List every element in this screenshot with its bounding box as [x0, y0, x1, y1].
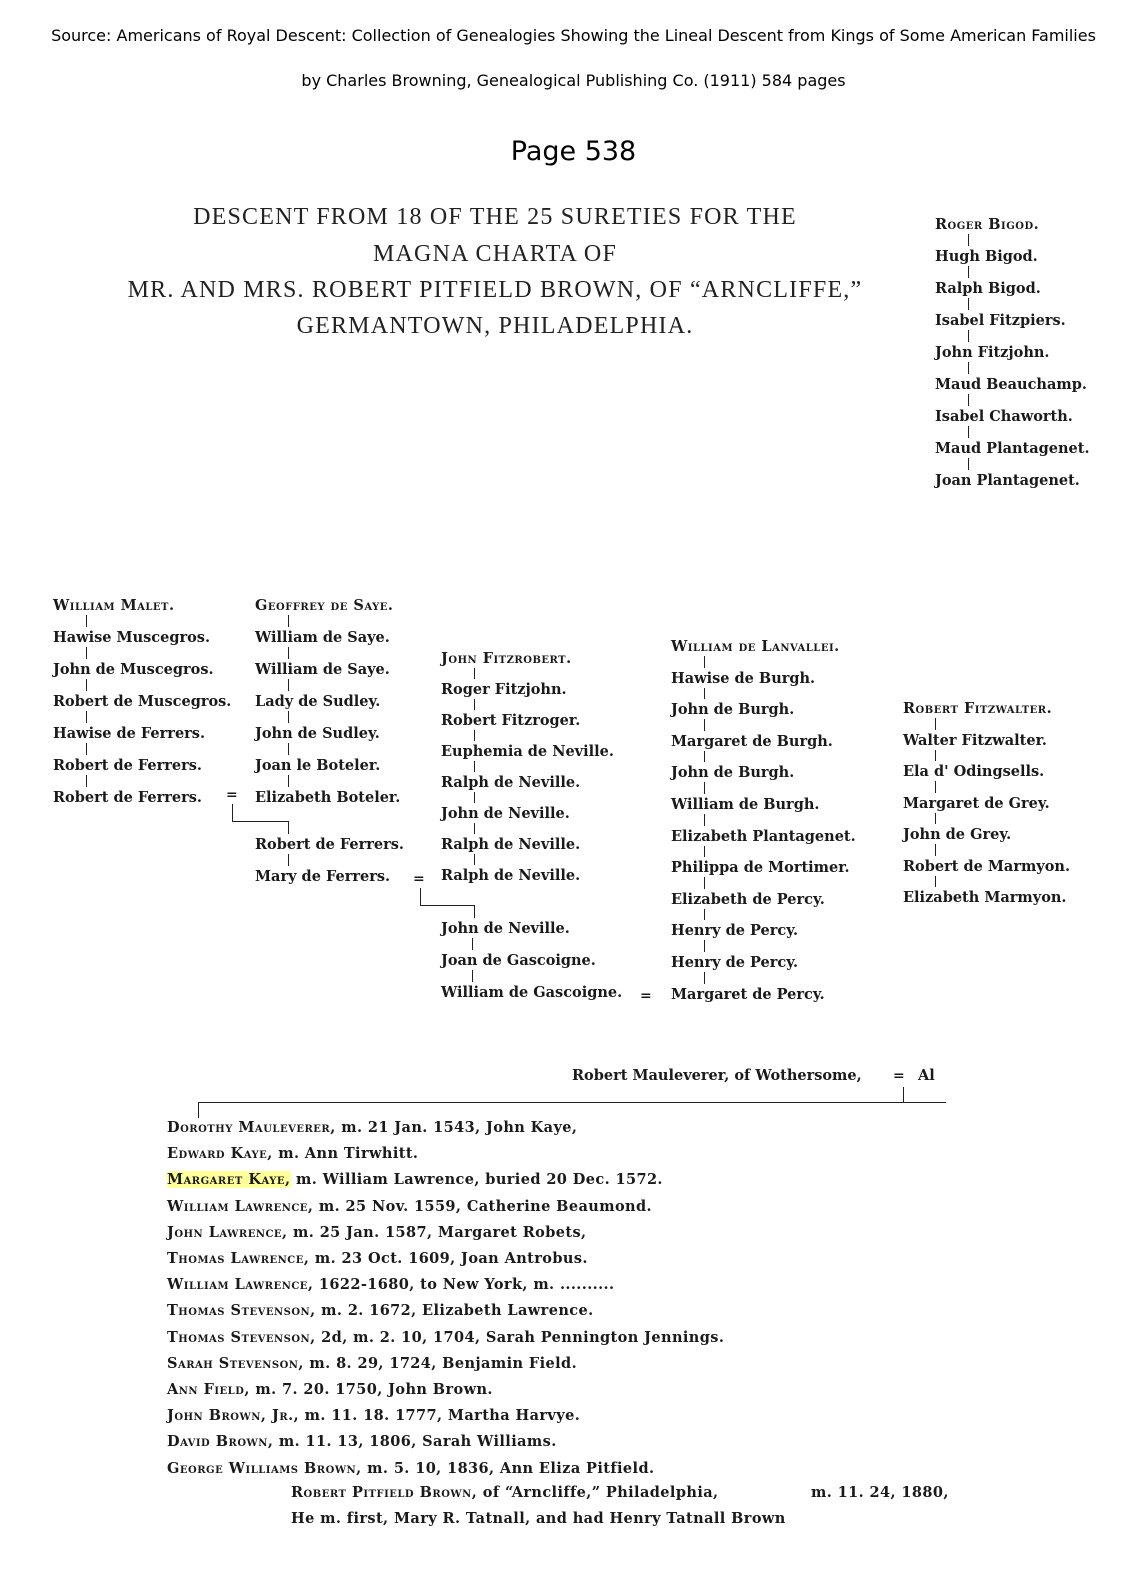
- source-line: Source: Americans of Royal Descent: Collection of Genealogies Showing the Lineal Descent from Kings of Some American Families: [51, 26, 1096, 45]
- descent-row: [167, 1302, 594, 1319]
- descent-row: [167, 1145, 418, 1162]
- descent-connector: [474, 668, 475, 679]
- descent-details: m. 8. 29, 1724, Benjamin Field.: [303, 1354, 578, 1372]
- person-name: Robert de Ferrers.: [53, 757, 202, 774]
- descent-name: Thomas Stevenson,: [167, 1328, 316, 1346]
- descent-details: 1622-1680, to New York, m. ..........: [313, 1276, 615, 1294]
- person-name: Joan Plantagenet.: [935, 472, 1080, 489]
- descent-name: Ann Field,: [167, 1381, 250, 1398]
- descent-connector: [968, 298, 969, 310]
- descent-connector: [472, 938, 473, 950]
- descent-connector: [474, 854, 475, 865]
- descent-connector: [86, 679, 87, 691]
- person-name: Hawise de Burgh.: [671, 669, 816, 687]
- descent-connector: [935, 781, 936, 793]
- person-name: Hawise Muscegros.: [53, 629, 210, 646]
- person-name: William de Lanvallei.: [671, 638, 840, 655]
- descent-row: [167, 1198, 652, 1215]
- mauleverer-spouse: Al: [918, 1067, 935, 1084]
- final-rest: of “Arncliffe,” Philadelphia,: [477, 1484, 719, 1501]
- descent-connector: [935, 750, 936, 762]
- mauleverer-text: Robert Mauleverer, of Wothersome,: [572, 1067, 862, 1084]
- descent-name: Sarah Stevenson,: [167, 1354, 304, 1372]
- person-name: John de Neville.: [441, 920, 570, 937]
- descent-connector: [474, 761, 475, 772]
- descent-name: George Williams Brown,: [167, 1459, 362, 1477]
- title-line-4: GERMANTOWN, PHILADELPHIA.: [296, 313, 694, 339]
- person-name: Euphemia de Neville.: [441, 743, 614, 760]
- person-name: Philippa de Mortimer.: [671, 859, 850, 877]
- person-name: William de Saye.: [255, 629, 390, 646]
- descent-connector: [474, 823, 475, 834]
- descent-connector: [968, 266, 969, 278]
- descent-connector: [472, 970, 473, 982]
- page-number: Page 538: [510, 136, 637, 167]
- person-name: Mary de Ferrers.: [255, 868, 391, 885]
- descent-details: 2d, m. 2. 10, 1704, Sarah Pennington Jennings.: [315, 1328, 725, 1346]
- descent-connector: [288, 854, 289, 866]
- descent-name: Thomas Stevenson,: [167, 1302, 316, 1320]
- descent-connector: [474, 730, 475, 741]
- person-name: Ralph de Neville.: [441, 867, 581, 884]
- marriage-sign-gascoigne-percy: =: [640, 988, 652, 1004]
- descent-connector: [704, 688, 705, 700]
- marriage-sign-ferrers-boteler: =: [226, 787, 238, 803]
- descent-connector: [704, 782, 705, 794]
- person-name: Isabel Fitzpiers.: [935, 312, 1066, 329]
- person-name: Hugh Bigod.: [935, 248, 1038, 265]
- person-name: Joan de Gascoigne.: [441, 952, 596, 969]
- descent-name: John Lawrence,: [167, 1223, 288, 1241]
- descent-connector: [288, 775, 289, 787]
- title-line-2: MAGNA CHARTA OF: [372, 241, 617, 267]
- descent-name: David Brown,: [167, 1433, 274, 1451]
- descent-connector: [704, 846, 705, 858]
- descent-connector: [704, 719, 705, 731]
- person-name: Margaret de Percy.: [671, 985, 825, 1003]
- connector: [474, 905, 475, 918]
- descent-details: m. Ann Tirwhitt.: [272, 1145, 419, 1163]
- descent-connector: [968, 362, 969, 374]
- descent-connector: [704, 972, 705, 984]
- person-name: Henry de Percy.: [671, 954, 799, 971]
- descent-connector: [935, 844, 936, 856]
- person-name: Elizabeth Plantagenet.: [671, 827, 856, 845]
- descent-details: m. 23 Oct. 1609, Joan Antrobus.: [309, 1250, 588, 1267]
- descent-details: m. 25 Jan. 1587, Margaret Robets,: [287, 1223, 587, 1241]
- connector: [420, 905, 475, 906]
- person-name: John de Muscegros.: [53, 661, 214, 678]
- descent-connector: [288, 711, 289, 723]
- person-name: William de Saye.: [255, 661, 390, 678]
- descent-connector: [86, 743, 87, 755]
- person-name: Elizabeth de Percy.: [671, 890, 825, 908]
- descent-row: [167, 1460, 654, 1477]
- marriage-sign-mauleverer: =: [893, 1068, 905, 1084]
- person-name: Elizabeth Marmyon.: [903, 889, 1067, 906]
- descent-connector: [86, 711, 87, 723]
- person-name: John Fitzrobert.: [441, 650, 572, 667]
- descent-connector: [474, 792, 475, 803]
- descent-connector: [968, 234, 969, 246]
- person-name: Robert de Muscegros.: [53, 693, 232, 710]
- final-married: m. 11. 24, 1880,: [811, 1484, 949, 1501]
- person-name: Walter Fitzwalter.: [903, 731, 1047, 749]
- descent-connector: [288, 679, 289, 691]
- descent-row: [167, 1381, 493, 1398]
- descent-details: m. 2. 1672, Elizabeth Lawrence.: [315, 1302, 594, 1320]
- descent-connector: [474, 699, 475, 710]
- person-name: John Fitzjohn.: [935, 344, 1050, 361]
- descent-row: [167, 1433, 557, 1450]
- descent-connector: [86, 775, 87, 787]
- title-line-1: DESCENT FROM 18 OF THE 25 SURETIES FOR THE: [193, 204, 797, 230]
- person-name: William de Burgh.: [671, 796, 820, 813]
- descent-connector: [935, 813, 936, 825]
- descent-details: m. 25 Nov. 1559, Catherine Beaumond.: [313, 1197, 652, 1215]
- descent-name: Thomas Lawrence,: [167, 1250, 310, 1267]
- descent-connector: [704, 656, 705, 668]
- descent-row: [167, 1355, 577, 1372]
- descent-name: William Lawrence,: [167, 1276, 314, 1294]
- descent-details: m. William Lawrence, buried 20 Dec. 1572.: [290, 1171, 663, 1189]
- descent-name: William Lawrence,: [167, 1197, 314, 1215]
- descent-connector: [968, 426, 969, 438]
- person-name: Henry de Percy.: [671, 922, 799, 940]
- descent-connector: [288, 615, 289, 627]
- descent-row: [167, 1171, 663, 1188]
- person-name: Isabel Chaworth.: [935, 408, 1073, 425]
- person-name: Robert de Marmyon.: [903, 857, 1070, 875]
- person-name: John de Neville.: [441, 805, 570, 822]
- descent-connector: [704, 909, 705, 921]
- descent-name: Margaret Kaye,: [167, 1171, 291, 1189]
- person-name: Roger Fitzjohn.: [441, 681, 567, 698]
- connector: [232, 804, 233, 822]
- connector: [232, 821, 288, 822]
- descent-connector: [968, 330, 969, 342]
- descent-name: Dorothy Mauleverer,: [167, 1119, 336, 1136]
- descent-connector: [704, 877, 705, 889]
- descent-connector: [968, 458, 969, 470]
- person-name: Robert de Ferrers.: [255, 836, 404, 853]
- person-name: John de Grey.: [903, 826, 1012, 843]
- descent-row: [167, 1329, 724, 1346]
- author-line: by Charles Browning, Genealogical Publishing Co. (1911) 584 pages: [301, 71, 846, 90]
- person-name: Maud Plantagenet.: [935, 440, 1090, 457]
- person-name: John de Burgh.: [671, 764, 795, 782]
- descent-connector: [288, 743, 289, 755]
- final-line: [291, 1484, 718, 1501]
- final-name: Robert Pitfield Brown,: [291, 1484, 478, 1501]
- descent-connector: [968, 394, 969, 406]
- connector: [420, 888, 421, 906]
- person-name: Joan le Boteler.: [255, 757, 381, 774]
- person-name: Robert Fitzroger.: [441, 712, 581, 729]
- title-line-3: MR. AND MRS. ROBERT PITFIELD BROWN, OF “ARNCLIFFE,”: [127, 277, 863, 303]
- descent-details: m. 11. 13, 1806, Sarah Williams.: [273, 1433, 557, 1451]
- descent-details: m. 11. 18. 1777, Martha Harvye.: [299, 1407, 581, 1425]
- connector: [198, 1102, 199, 1118]
- person-name: Margaret de Burgh.: [671, 732, 833, 750]
- descent-connector: [935, 876, 936, 888]
- descent-name: John Brown, Jr.,: [167, 1407, 300, 1425]
- marriage-sign-ferrers-neville: =: [413, 871, 425, 887]
- descent-connector: [704, 940, 705, 952]
- person-name: Ralph de Neville.: [441, 836, 581, 853]
- person-name: Geoffrey de Saye.: [255, 597, 394, 614]
- descent-details: m. 5. 10, 1836, Ann Eliza Pitfield.: [361, 1459, 655, 1477]
- person-name: Roger Bigod.: [935, 216, 1040, 233]
- person-name: William de Gascoigne.: [441, 984, 623, 1001]
- person-name: Lady de Sudley.: [255, 693, 381, 710]
- person-name: Ralph Bigod.: [935, 280, 1041, 297]
- person-name: Maud Beauchamp.: [935, 376, 1087, 393]
- descent-row: [167, 1250, 588, 1267]
- connector: [903, 1087, 904, 1103]
- person-name: Robert de Ferrers.: [53, 789, 202, 806]
- person-name: Margaret de Grey.: [903, 794, 1050, 812]
- mauleverer-bar: [198, 1102, 946, 1103]
- descent-connector: [288, 647, 289, 659]
- person-name: Elizabeth Boteler.: [255, 789, 401, 806]
- descent-row: [167, 1276, 614, 1293]
- person-name: John de Sudley.: [255, 725, 380, 742]
- final-last: He m. first, Mary R. Tatnall, and had Henry Tatnall Brown: [291, 1510, 786, 1527]
- descent-name: Edward Kaye,: [167, 1145, 273, 1163]
- connector: [288, 821, 289, 834]
- descent-connector: [704, 751, 705, 763]
- person-name: John de Burgh.: [671, 701, 795, 719]
- descent-connector: [704, 814, 705, 826]
- descent-row: [167, 1407, 580, 1424]
- person-name: Robert Fitzwalter.: [903, 700, 1053, 717]
- person-name: Ela d' Odingsells.: [903, 763, 1045, 780]
- descent-row: [167, 1224, 587, 1241]
- person-name: Ralph de Neville.: [441, 774, 581, 791]
- descent-connector: [86, 615, 87, 627]
- descent-row: [167, 1119, 577, 1136]
- descent-connector: [86, 647, 87, 659]
- descent-connector: [935, 718, 936, 730]
- person-name: William Malet.: [53, 597, 175, 614]
- descent-details: m. 21 Jan. 1543, John Kaye,: [335, 1119, 578, 1136]
- descent-details: m. 7. 20. 1750, John Brown.: [249, 1381, 493, 1398]
- person-name: Hawise de Ferrers.: [53, 725, 206, 742]
